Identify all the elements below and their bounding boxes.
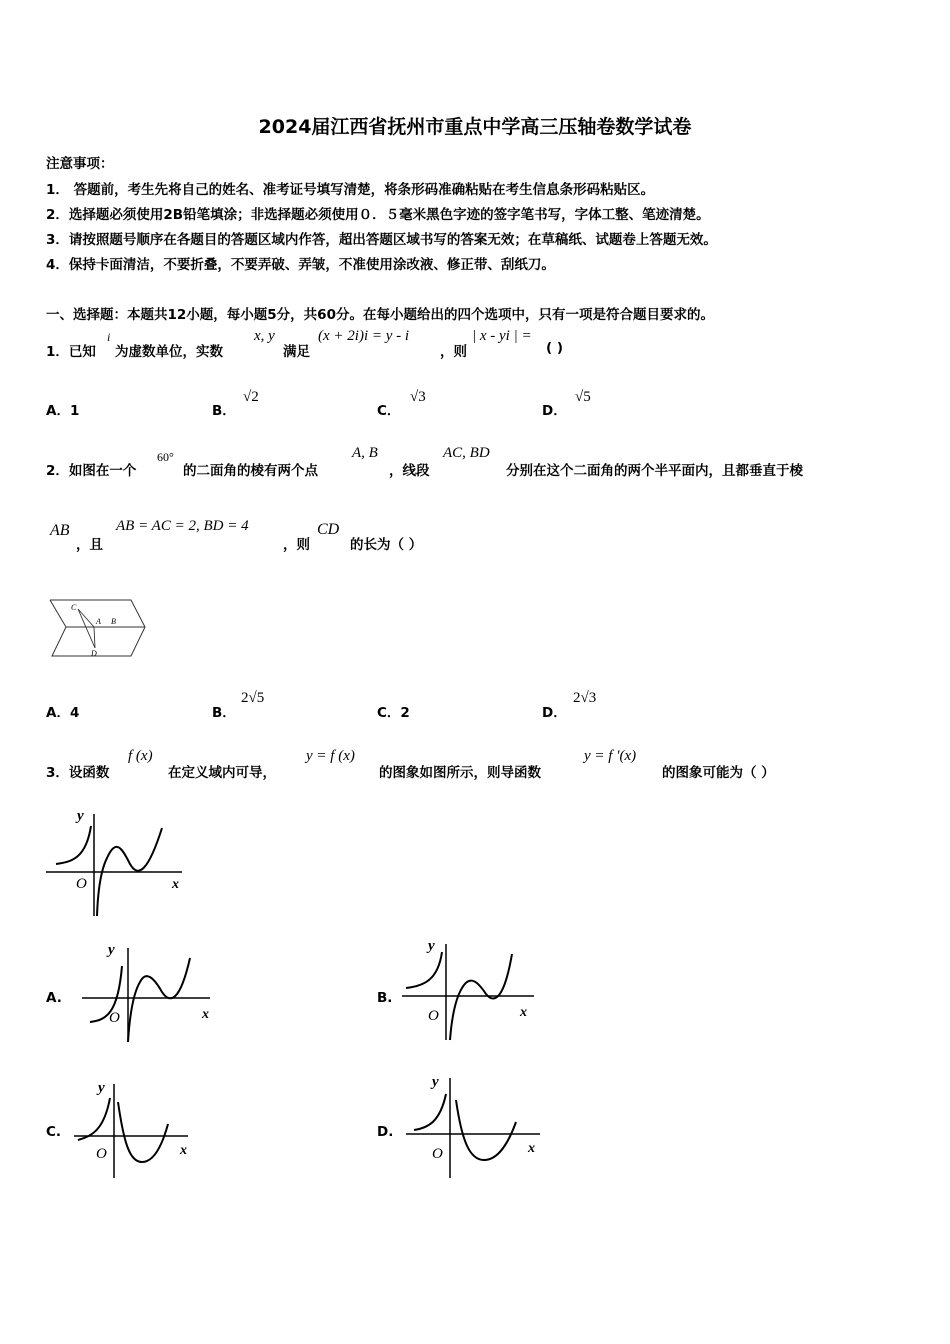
q3-main-y-label: y bbox=[77, 808, 84, 824]
q1-text-4: ，则 bbox=[440, 344, 467, 360]
q2-text-1: 2．如图在一个 bbox=[46, 463, 137, 479]
q3-option-d-graph[interactable] bbox=[402, 1072, 552, 1182]
q2-option-b[interactable]: B． bbox=[212, 705, 236, 721]
page-title: 2024届江西省抚州市重点中学高三压轴卷数学试卷 bbox=[258, 116, 692, 138]
q1-option-a[interactable]: A．1 bbox=[46, 403, 80, 419]
q1-option-b-math: √2 bbox=[243, 389, 259, 405]
q1-text-1: 1．已知 bbox=[46, 344, 96, 360]
q2-math-cd: CD bbox=[317, 521, 340, 538]
q3-text-2: 在定义域内可导， bbox=[168, 765, 276, 781]
q3-option-a-graph[interactable] bbox=[78, 940, 218, 1044]
q2-math-lengths: AB = AC = 2, BD = 4 bbox=[116, 518, 249, 534]
q3-option-c-graph[interactable] bbox=[70, 1078, 200, 1182]
notice-item-3: 3．请按照题号顺序在各题目的答题区域内作答，超出答题区域书写的答案无效；在草稿纸、试题卷上答题无效。 bbox=[46, 232, 717, 248]
q2-text-7: 的长为（ ） bbox=[350, 537, 423, 553]
q2-text-2: 的二面角的棱有两个点 bbox=[183, 463, 318, 479]
q3-text-4: 的图象可能为（ ） bbox=[662, 765, 775, 781]
q3-math-y-fprime: y = f ′(x) bbox=[584, 748, 637, 764]
q3-text-1: 3．设函数 bbox=[46, 765, 110, 781]
q2-option-d-math: 2√3 bbox=[573, 690, 597, 706]
q2-text-5: ，且 bbox=[76, 537, 103, 553]
q3-b-origin-label: O bbox=[428, 1008, 439, 1024]
notice-heading: 注意事项： bbox=[46, 156, 114, 172]
q1-math-abs: | x - yi | = bbox=[472, 328, 532, 344]
q3-option-d[interactable]: D. bbox=[377, 1124, 394, 1140]
q3-a-y-label: y bbox=[108, 942, 115, 958]
fig-label-c: C bbox=[71, 603, 77, 612]
section-heading: 一、选择题：本题共12小题，每小题5分，共60分。在每小题给出的四个选项中，只有一项是符合题目要求的。 bbox=[46, 307, 714, 323]
q2-text-3: ，线段 bbox=[389, 463, 430, 479]
q1-text-3: 满足 bbox=[283, 344, 310, 360]
q1-option-b[interactable]: B． bbox=[212, 403, 236, 419]
fig-label-d: D bbox=[91, 649, 97, 658]
q3-option-a[interactable]: A. bbox=[46, 990, 62, 1006]
q2-option-c[interactable]: C．2 bbox=[377, 705, 410, 721]
notice-item-2: 2．选择题必须使用2B铅笔填涂；非选择题必须使用０．５毫米黑色字迹的签字笔书写，字体工整、笔迹清楚。 bbox=[46, 207, 710, 223]
q1-math-eq: (x + 2i)i = y - i bbox=[318, 328, 410, 344]
q3-main-graph bbox=[44, 806, 188, 920]
q3-text-3: 的图象如图所示，则导函数 bbox=[379, 765, 541, 781]
q2-option-d[interactable]: D． bbox=[542, 705, 567, 721]
q1-option-d[interactable]: D． bbox=[542, 403, 567, 419]
notice-item-1: 1． 答题前，考生先将自己的姓名、准考证号填写清楚，将条形码准确粘贴在考生信息条形码粘贴区。 bbox=[46, 182, 655, 198]
q3-c-x-label: x bbox=[180, 1143, 187, 1158]
q1-option-d-math: √5 bbox=[575, 389, 591, 405]
dihedral-angle-figure bbox=[46, 596, 150, 660]
q2-math-acbd: AC, BD bbox=[443, 445, 490, 461]
q2-text-4: 分别在这个二面角的两个半平面内，且都垂直于棱 bbox=[506, 463, 803, 479]
q1-math-i: i bbox=[107, 330, 111, 344]
q3-option-b[interactable]: B. bbox=[377, 990, 393, 1006]
q3-b-x-label: x bbox=[520, 1005, 527, 1020]
q3-a-origin-label: O bbox=[109, 1010, 120, 1026]
q3-a-x-label: x bbox=[202, 1007, 209, 1022]
q3-d-origin-label: O bbox=[432, 1146, 443, 1162]
q3-option-b-graph[interactable] bbox=[398, 938, 542, 1042]
q3-c-origin-label: O bbox=[96, 1146, 107, 1162]
q3-b-y-label: y bbox=[428, 938, 435, 954]
q1-option-c-math: √3 bbox=[410, 389, 426, 405]
q3-main-origin-label: O bbox=[76, 876, 87, 892]
fig-label-a: A bbox=[96, 617, 101, 626]
q3-c-y-label: y bbox=[98, 1080, 105, 1096]
q3-option-c[interactable]: C. bbox=[46, 1124, 62, 1140]
q1-text-2: 为虚数单位，实数 bbox=[115, 344, 223, 360]
q1-math-xy: x, y bbox=[254, 328, 275, 344]
q1-text-5: ( ) bbox=[546, 340, 564, 356]
notice-item-4: 4．保持卡面清洁，不要折叠，不要弄破、弄皱，不准使用涂改液、修正带、刮纸刀。 bbox=[46, 257, 555, 273]
fig-label-b: B bbox=[111, 617, 116, 626]
q1-option-c[interactable]: C． bbox=[377, 403, 401, 419]
q2-math-ab: A, B bbox=[352, 445, 378, 461]
q3-math-fx: f (x) bbox=[128, 748, 153, 764]
q2-text-6: ，则 bbox=[283, 537, 310, 553]
q2-math-ab2: AB bbox=[50, 522, 70, 539]
q2-option-a[interactable]: A．4 bbox=[46, 705, 80, 721]
q3-main-x-label: x bbox=[172, 877, 179, 892]
q3-math-y-fx: y = f (x) bbox=[306, 748, 355, 764]
q2-math-60: 60° bbox=[157, 450, 174, 464]
q3-d-x-label: x bbox=[528, 1141, 535, 1156]
q2-option-b-math: 2√5 bbox=[241, 690, 265, 706]
q3-d-y-label: y bbox=[432, 1074, 439, 1090]
